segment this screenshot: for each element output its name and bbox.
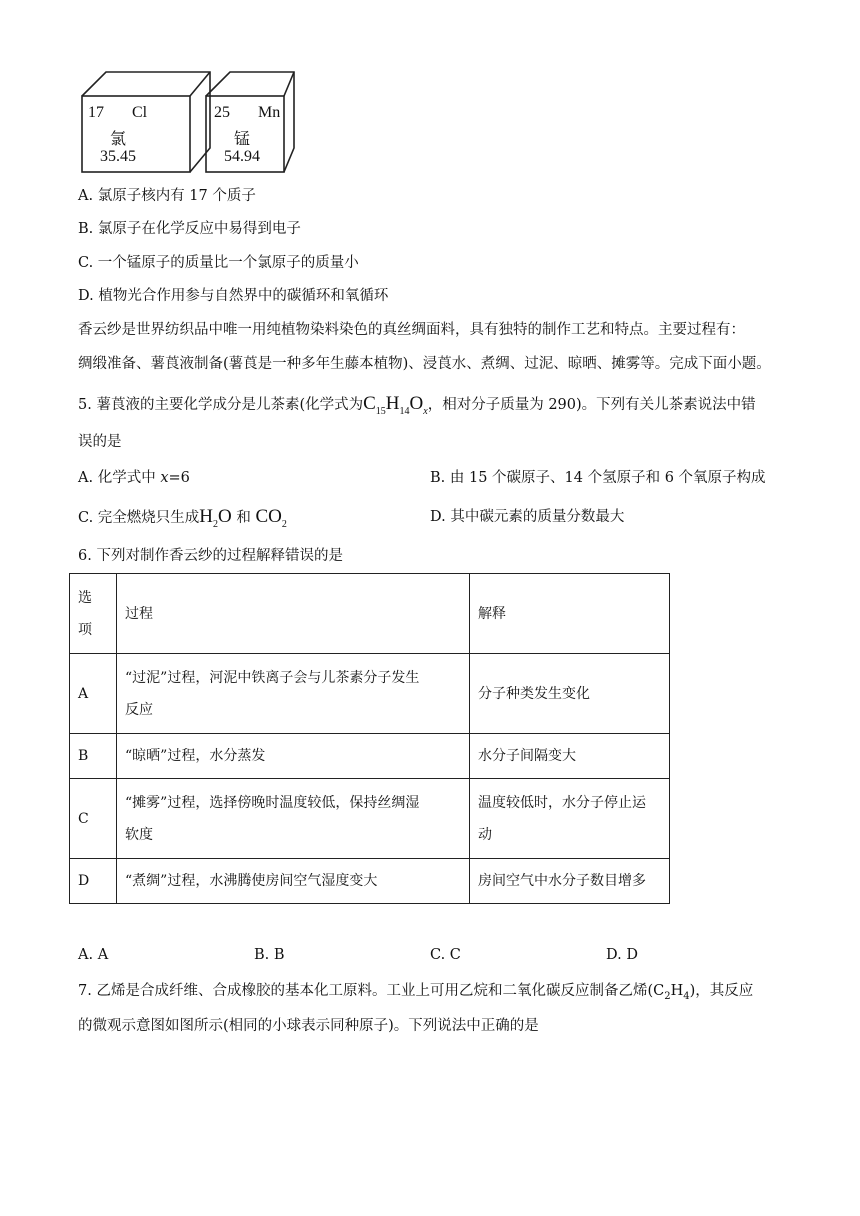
header-explanation: 解释 xyxy=(470,574,670,654)
q5-option-c: C. 完全燃烧只生成$H_2O$ 和 $CO_2$ xyxy=(78,506,287,530)
q5-option-b: B. 由 15 个碳原子、14 个氢原子和 6 个氧原子构成 xyxy=(430,470,766,486)
q5-option-a: A. 化学式中 x=6 xyxy=(78,470,190,486)
q6-stem: 6. 下列对制作香云纱的过程解释错误的是 xyxy=(78,548,343,564)
q7-line-1: 7. 乙烯是合成纤维、合成橡胶的基本化工原料。工业上可用乙烷和二氧化碳反应制备乙烯$(C_2H_4)$，其反应 xyxy=(78,983,754,1002)
q6-choice-c: C. C xyxy=(430,947,461,963)
element-cubes xyxy=(78,68,298,176)
q6-choice-b: B. B xyxy=(254,947,285,963)
q5-option-d: D. 其中碳元素的质量分数最大 xyxy=(430,509,625,525)
manganese-symbol: Mn xyxy=(258,104,281,121)
intro-line-2: 绸缎准备、薯莨液制备(薯莨是一种多年生藤本植物)、浸莨水、煮绸、过泥、晾晒、摊雾等。完成下面小题。 xyxy=(78,356,771,372)
intro-line-1: 香云纱是世界纺织品中唯一用纯植物染料染色的真丝绸面料，具有独特的制作工艺和特点。主要过程有： xyxy=(78,322,745,338)
table-row: D “煮绸”过程，水沸腾使房间空气湿度变大 房间空气中水分子数目增多 xyxy=(70,859,670,904)
q4-option-c: C. 一个锰原子的质量比一个氯原子的质量小 xyxy=(78,255,359,271)
q4-option-d: D. 植物光合作用参与自然界中的碳循环和氧循环 xyxy=(78,288,389,304)
chlorine-mass: 35.45 xyxy=(100,148,136,165)
catechin-formula: $C_{15}H_{14}O_x$ xyxy=(363,393,428,417)
q4-option-a: A. 氯原子核内有 17 个质子 xyxy=(78,188,256,204)
q6-choice-a: A. A xyxy=(78,947,109,963)
chlorine-number: 17 xyxy=(88,104,104,121)
chlorine-symbol: Cl xyxy=(132,104,148,121)
manganese-number: 25 xyxy=(214,104,230,121)
q5-stem-a: 5. 薯莨液的主要化学成分是儿茶素(化学式为 xyxy=(78,397,364,413)
table-row: A “过泥”过程，河泥中铁离子会与儿茶素分子发生 反应 分子种类发生变化 xyxy=(70,654,670,734)
q6-choice-d: D. D xyxy=(606,947,638,963)
water-formula: $H_2O$ xyxy=(199,506,232,530)
table-row: C “摊雾”过程，选择傍晚时温度较低，保持丝绸湿 软度 温度较低时，水分子停止运 动 xyxy=(70,779,670,859)
manganese-name: 锰 xyxy=(234,131,251,148)
q5-stem-c: 误的是 xyxy=(78,434,122,450)
chlorine-name: 氯 xyxy=(110,131,127,148)
q7-line-2: 的微观示意图如图所示(相同的小球表示同种原子)。下列说法中正确的是 xyxy=(78,1018,539,1034)
q5-stem-line-1 xyxy=(78,394,756,422)
table-row: B “晾晒”过程，水分蒸发 水分子间隔变大 xyxy=(70,734,670,779)
co2-formula: $CO_2$ xyxy=(255,506,287,530)
q4-option-b: B. 氯原子在化学反应中易得到电子 xyxy=(78,221,301,237)
q6-table xyxy=(69,573,670,904)
manganese-mass: 54.94 xyxy=(224,148,260,165)
header-process: 过程 xyxy=(117,574,470,654)
table-header-row xyxy=(70,574,670,654)
q5-stem-b: ，相对分子质量为 290)。下列有关儿茶素说法中错 xyxy=(427,397,756,413)
header-option: 选 项 xyxy=(70,574,117,654)
